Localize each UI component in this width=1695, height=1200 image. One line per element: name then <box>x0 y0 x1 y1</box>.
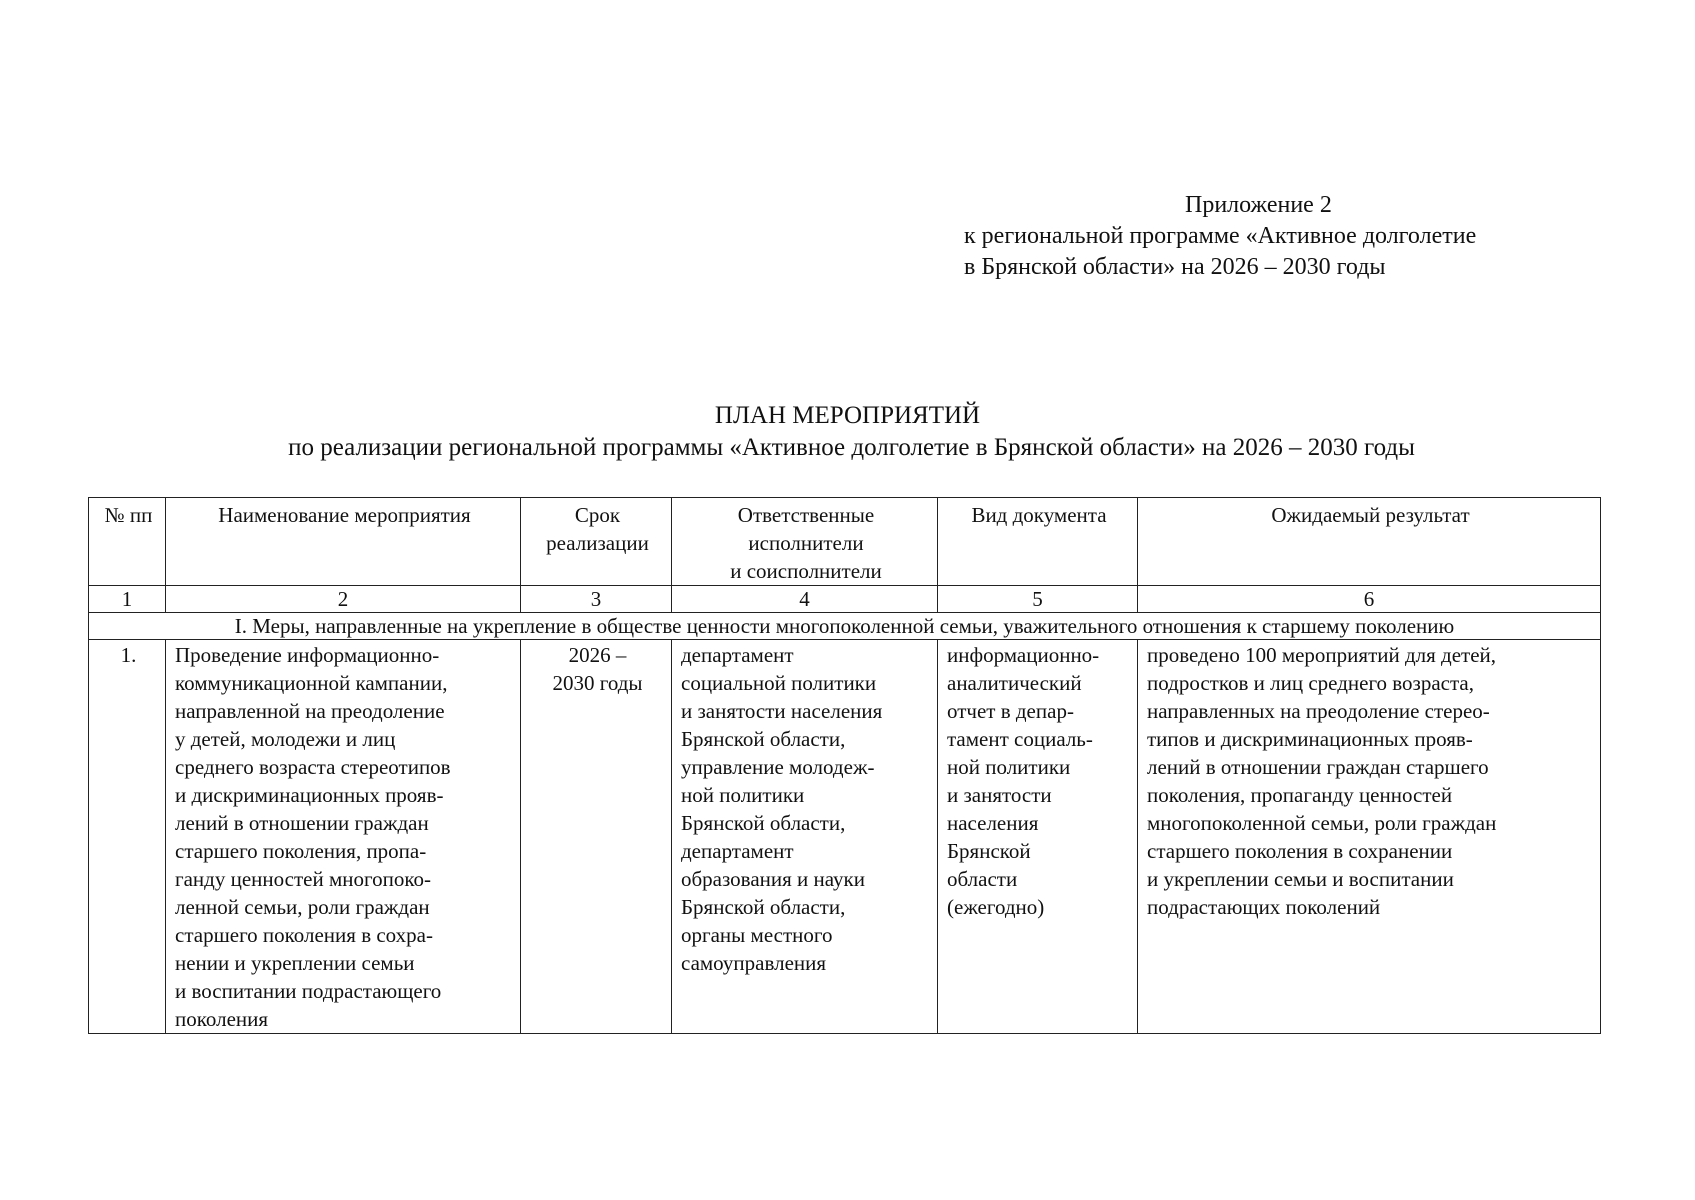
row-term: 2026 – 2030 годы <box>521 640 672 1034</box>
appendix-reference-line-1: к региональной программе «Активное долголетие <box>964 223 1477 249</box>
header-cell-result: Ожидаемый результат <box>1138 498 1601 586</box>
appendix-reference-line-2: в Брянской области» на 2026 – 2030 годы <box>964 254 1386 280</box>
column-number: 6 <box>1138 586 1601 613</box>
row-expected-result: проведено 100 мероприятий для детей, подростков и лиц среднего возраста, направленных на преодоление стерео- типов и дискриминационных прояв- лений в отношении граждан старшего поколения, пропаганду ценностей многопоколенной семьи, роли граждан старшего поколения в сохранении и укреплении семьи и воспитании подрастающих поколений <box>1138 640 1601 1034</box>
section-row <box>89 613 1601 640</box>
header-cell-number: № пп <box>89 498 166 586</box>
column-number-row <box>89 586 1601 613</box>
row-activity-name: Проведение информационно- коммуникационной кампании, направленной на преодоление у детей, молодежи и лиц среднего возраста стереотипов и дискриминационных прояв- лений в отношении граждан старшего поколения, пропа- ганду ценностей многопоко- ленной семьи, роли граждан старшего поколения в сохра- нении и укреплении семьи и воспитании подрастающего поколения <box>166 640 521 1034</box>
column-number: 5 <box>938 586 1138 613</box>
appendix-note <box>964 190 1476 283</box>
section-title: I. Меры, направленные на укрепление в обществе ценности многопоколенной семьи, уважительного отношения к старшему поколению <box>89 613 1601 640</box>
appendix-number: Приложение 2 <box>1185 192 1332 218</box>
header-cell-name: Наименование мероприятия <box>166 498 521 586</box>
column-number: 1 <box>89 586 166 613</box>
column-number: 4 <box>672 586 938 613</box>
column-number: 3 <box>521 586 672 613</box>
document-title <box>0 400 1695 464</box>
row-executors: департамент социальной политики и занятости населения Брянской области, управление молодеж- ной политики Брянской области, департамент образования и науки Брянской области, органы местного самоуправления <box>672 640 938 1034</box>
table-row <box>89 640 1601 1034</box>
table-header-row <box>89 498 1601 586</box>
title-heading: ПЛАН МЕРОПРИЯТИЙ <box>714 402 981 429</box>
column-number: 2 <box>166 586 521 613</box>
header-cell-term: Срок реализации <box>521 498 672 586</box>
row-number: 1. <box>89 640 166 1034</box>
header-cell-document: Вид документа <box>938 498 1138 586</box>
header-cell-executors: Ответственные исполнители и соисполнители <box>672 498 938 586</box>
plan-table <box>88 497 1601 1034</box>
title-subheading: по реализации региональной программы «Активное долголетие в Брянской области» на 2026 – 2030 годы <box>288 434 1415 461</box>
row-document-type: информационно- аналитический отчет в депар- тамент социаль- ной политики и занятости населения Брянской области (ежегодно) <box>938 640 1138 1034</box>
